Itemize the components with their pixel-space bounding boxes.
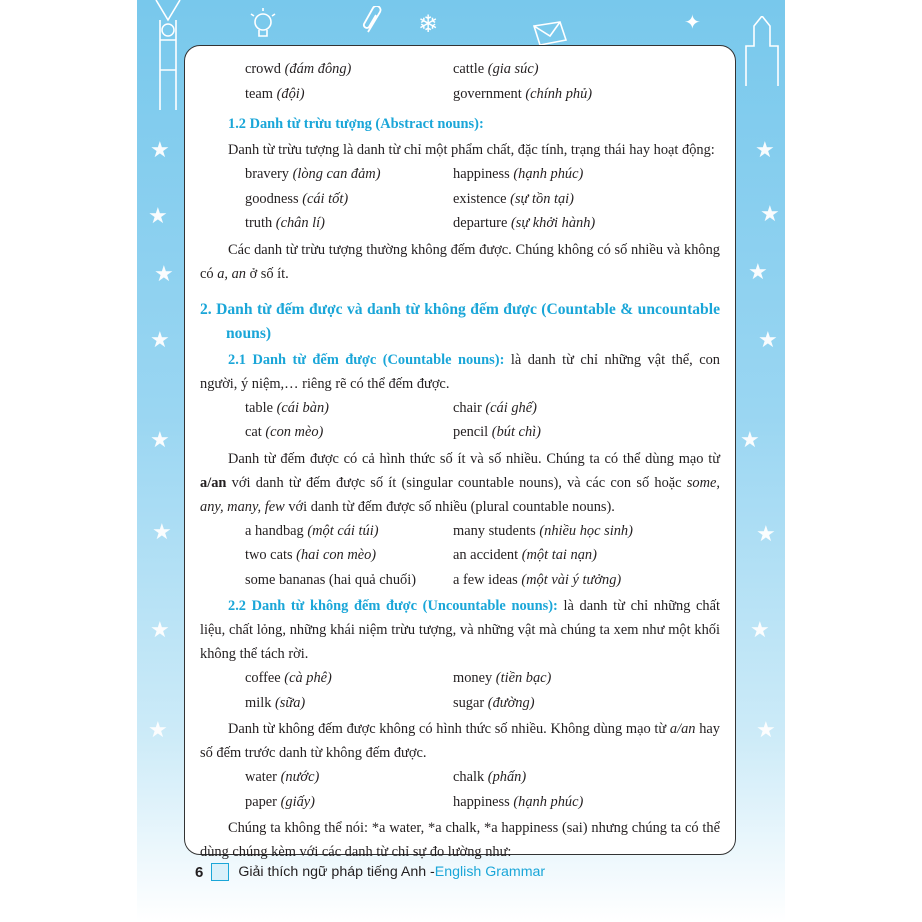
word-pair-row: truth (chân lí) departure (sự khởi hành) xyxy=(245,215,596,231)
star-icon: ★ xyxy=(148,204,168,229)
page-footer xyxy=(195,860,545,884)
big-ben-illustration xyxy=(148,0,188,110)
word-pair-row: paper (giấy) happiness (hạnh phúc) xyxy=(245,793,584,810)
star-icon: ★ xyxy=(150,138,170,163)
subsection-heading: 2.1 Danh từ đếm được (Countable nouns): xyxy=(228,351,505,368)
paragraph: Chúng ta không thể nói: *a water, *a chalk, *a happiness (sai) nhưng chúng ta có thể dùng chúng kèm với các danh từ chỉ sự đo lường như: xyxy=(200,820,720,860)
word-pair-row: goodness (cái tốt) existence (sự tồn tại) xyxy=(245,190,574,207)
star-icon: ★ xyxy=(756,718,776,743)
square-icon xyxy=(211,863,229,881)
word-pair-row: water (nước) chalk (phấn) xyxy=(245,769,527,785)
star-icon: ★ xyxy=(148,718,168,743)
star-icon: ★ xyxy=(756,522,776,547)
paragraph: Danh từ đếm được có cả hình thức số ít và số nhiều. Chúng ta có thể dùng mạo từ a/an với danh từ đếm được số ít (singular countable nouns), và các con số hoặc some, any, many, few với danh từ đếm được số nhiều (plural countable nouns). xyxy=(200,450,720,515)
bird-icon: ✦ xyxy=(684,10,701,34)
star-icon: ★ xyxy=(150,618,170,643)
word-pair-row: bravery (lòng can đảm) happiness (hạnh phúc) xyxy=(245,166,584,182)
word-pair-row: a handbag (một cái túi) many students (nhiều học sinh) xyxy=(245,522,633,539)
paragraph: 2.1 Danh từ đếm được (Countable nouns): là danh từ chỉ những vật thể, con người, ý niệm,… riêng rẽ có thể đếm được. xyxy=(200,351,721,392)
star-icon: ★ xyxy=(150,328,170,353)
word-pair-row: team (đội) government (chính phủ) xyxy=(245,85,593,102)
star-icon: ★ xyxy=(154,262,174,287)
paragraph: Danh từ không đếm được không có hình thức số nhiều. Không dùng mạo từ a/an hay số đếm trước danh từ không đếm được. xyxy=(200,721,720,761)
section-title: 2. Danh từ đếm được và danh từ không đếm được (Countable & uncountable nouns) xyxy=(200,300,720,342)
star-icon: ★ xyxy=(755,138,775,163)
word-pair-row: cat (con mèo) pencil (bút chì) xyxy=(245,424,541,440)
paragraph: Các danh từ trừu tượng thường không đếm được. Chúng không có số nhiều và không có a, an ở số ít. xyxy=(200,241,720,282)
tower-illustration xyxy=(742,16,782,86)
word-pair-row: two cats (hai con mèo) an accident (một tai nạn) xyxy=(245,547,597,563)
star-icon: ★ xyxy=(758,328,778,353)
paragraph: Danh từ trừu tượng là danh từ chỉ một phẩm chất, đặc tính, trạng thái hay hoạt động: xyxy=(228,142,715,158)
word-pair-row: crowd (đám đông) cattle (gia súc) xyxy=(245,61,539,77)
lightbulb-icon xyxy=(248,8,278,44)
book-subtitle: English Grammar xyxy=(434,864,546,880)
envelope-icon xyxy=(530,18,570,48)
star-icon: ★ xyxy=(748,260,768,285)
subsection-heading: 2.2 Danh từ không đếm được (Uncountable nouns): xyxy=(228,598,558,614)
star-icon: ★ xyxy=(152,520,172,545)
paperclip-icon xyxy=(362,6,384,36)
subsection-heading: 1.2 Danh từ trừu tượng (Abstract nouns): xyxy=(228,116,484,132)
word-pair-row: milk (sữa) sugar (đường) xyxy=(245,694,535,711)
star-icon: ★ xyxy=(760,202,780,227)
word-pair-row: some bananas (hai quả chuối) a few ideas (một vài ý tưởng) xyxy=(245,571,622,588)
word-pair-row: table (cái bàn) chair (cái ghế) xyxy=(245,399,537,416)
snowflake-icon: ❄ xyxy=(418,10,439,38)
page-number: 6 xyxy=(195,863,204,881)
star-icon: ★ xyxy=(150,428,170,453)
star-icon: ★ xyxy=(740,428,760,453)
page-content xyxy=(200,57,720,864)
word-pair-row: coffee (cà phê) money (tiền bạc) xyxy=(245,670,552,686)
paragraph: 2.2 Danh từ không đếm được (Uncountable nouns): là danh từ chỉ những chất liệu, chất lỏng, những khái niệm trừu tượng, và những vật mà chúng ta xem như một khối không thể tách rời. xyxy=(200,598,720,662)
book-title: Giải thích ngữ pháp tiếng Anh - xyxy=(238,864,435,880)
star-icon: ★ xyxy=(750,618,770,643)
